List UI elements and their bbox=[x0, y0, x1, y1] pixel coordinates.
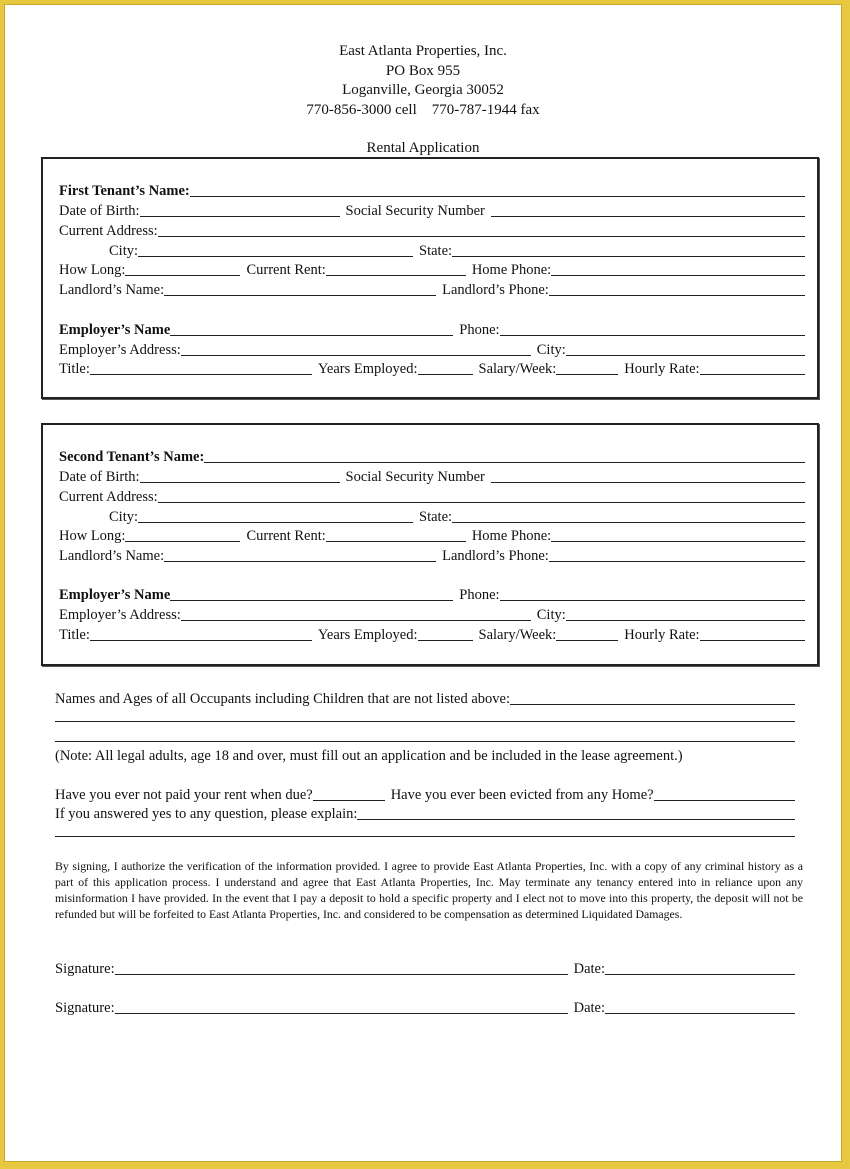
occupants-field[interactable] bbox=[510, 689, 795, 705]
landlord-phone-field[interactable] bbox=[549, 280, 805, 296]
landlord-name-label: Landlord’s Name: bbox=[59, 282, 165, 298]
explain-field[interactable] bbox=[357, 804, 795, 820]
current-address-field[interactable] bbox=[158, 487, 805, 503]
date-label: Date: bbox=[573, 961, 605, 977]
ssn-label: Social Security Number bbox=[345, 203, 485, 219]
years-employed-field[interactable] bbox=[418, 625, 473, 641]
home-phone-label: Home Phone: bbox=[471, 262, 552, 278]
first-tenant-name-field[interactable] bbox=[190, 181, 805, 197]
employer-city-field[interactable] bbox=[566, 605, 805, 621]
landlord-phone-field[interactable] bbox=[549, 546, 805, 562]
rent-unpaid-label: Have you ever not paid your rent when due? bbox=[55, 787, 313, 803]
city-field[interactable] bbox=[138, 241, 413, 257]
state-field[interactable] bbox=[452, 507, 805, 523]
title-label: Title: bbox=[59, 361, 90, 377]
landlord-name-label: Landlord’s Name: bbox=[59, 548, 165, 564]
signature-label: Signature: bbox=[55, 1000, 115, 1016]
employer-phone-field[interactable] bbox=[500, 320, 805, 336]
evicted-field[interactable] bbox=[654, 785, 795, 801]
date-field[interactable] bbox=[605, 998, 795, 1014]
employer-address-label: Employer’s Address: bbox=[59, 342, 181, 358]
dob-label: Date of Birth: bbox=[59, 203, 140, 219]
signature-row bbox=[55, 996, 795, 1016]
state-label: State: bbox=[419, 509, 453, 525]
employer-phone-label: Phone: bbox=[459, 587, 500, 603]
salary-week-field[interactable] bbox=[556, 625, 618, 641]
hourly-rate-field[interactable] bbox=[700, 359, 805, 375]
employer-city-label: City: bbox=[536, 342, 566, 358]
current-rent-label: Current Rent: bbox=[246, 262, 326, 278]
city-field[interactable] bbox=[138, 507, 413, 523]
signature-label: Signature: bbox=[55, 961, 115, 977]
date-field[interactable] bbox=[605, 959, 795, 975]
landlord-phone-label: Landlord’s Phone: bbox=[442, 548, 549, 564]
occupants-extra-line[interactable] bbox=[55, 741, 795, 742]
landlord-phone-label: Landlord’s Phone: bbox=[442, 282, 549, 298]
hourly-rate-label: Hourly Rate: bbox=[624, 361, 700, 377]
employer-address-field[interactable] bbox=[181, 340, 531, 356]
hourly-rate-label: Hourly Rate: bbox=[624, 627, 700, 643]
first-tenant-name-label: First Tenant’s Name: bbox=[59, 183, 190, 199]
signature-field[interactable] bbox=[115, 959, 568, 975]
state-label: State: bbox=[419, 243, 453, 259]
ssn-field[interactable] bbox=[491, 467, 805, 483]
how-long-field[interactable] bbox=[125, 526, 240, 542]
evicted-label: Have you ever been evicted from any Home? bbox=[390, 787, 654, 803]
salary-week-field[interactable] bbox=[556, 359, 618, 375]
how-long-field[interactable] bbox=[125, 260, 240, 276]
company-name: East Atlanta Properties, Inc. bbox=[339, 43, 507, 59]
employer-address-label: Employer’s Address: bbox=[59, 607, 181, 623]
ssn-field[interactable] bbox=[491, 201, 805, 217]
letterhead bbox=[5, 42, 841, 120]
title-field[interactable] bbox=[90, 625, 312, 641]
current-address-label: Current Address: bbox=[59, 223, 158, 239]
years-employed-label: Years Employed: bbox=[317, 361, 418, 377]
dob-label: Date of Birth: bbox=[59, 469, 140, 485]
second-tenant-name-field[interactable] bbox=[204, 447, 805, 463]
occupants-extra-line[interactable] bbox=[55, 721, 795, 722]
how-long-label: How Long: bbox=[59, 262, 126, 278]
current-address-field[interactable] bbox=[158, 221, 805, 237]
home-phone-label: Home Phone: bbox=[471, 528, 552, 544]
title-label: Title: bbox=[59, 627, 90, 643]
home-phone-field[interactable] bbox=[551, 526, 805, 542]
employer-city-label: City: bbox=[536, 607, 566, 623]
employer-phone-label: Phone: bbox=[459, 322, 500, 338]
explain-label: If you answered yes to any question, please explain: bbox=[55, 806, 358, 822]
po-box: PO Box 955 bbox=[385, 62, 461, 79]
city-state-zip: Loganville, Georgia 30052 bbox=[342, 82, 504, 98]
second-tenant-section bbox=[41, 423, 819, 666]
salary-week-label: Salary/Week: bbox=[478, 361, 557, 377]
current-rent-field[interactable] bbox=[326, 260, 466, 276]
landlord-name-field[interactable] bbox=[164, 280, 436, 296]
rent-unpaid-field[interactable] bbox=[313, 785, 385, 801]
city-label: City: bbox=[109, 509, 139, 525]
rent-eviction-row bbox=[55, 783, 795, 803]
years-employed-label: Years Employed: bbox=[317, 627, 418, 643]
landlord-name-field[interactable] bbox=[164, 546, 436, 562]
phone-numbers: 770-856-3000 cell 770-787-1944 fax bbox=[306, 101, 540, 118]
signature-row bbox=[55, 957, 795, 977]
dob-field[interactable] bbox=[140, 201, 340, 217]
current-rent-label: Current Rent: bbox=[246, 528, 326, 544]
home-phone-field[interactable] bbox=[551, 260, 805, 276]
explain-extra-line[interactable] bbox=[55, 836, 795, 837]
document-page bbox=[4, 4, 842, 1162]
employer-name-field[interactable] bbox=[170, 320, 453, 336]
explain-row bbox=[55, 802, 795, 822]
hourly-rate-field[interactable] bbox=[700, 625, 805, 641]
date-label: Date: bbox=[573, 1000, 605, 1016]
employer-name-label: Employer’s Name bbox=[59, 587, 171, 603]
city-label: City: bbox=[109, 243, 139, 259]
occupants-row bbox=[55, 687, 795, 707]
current-address-label: Current Address: bbox=[59, 489, 158, 505]
years-employed-field[interactable] bbox=[418, 359, 473, 375]
occupants-label: Names and Ages of all Occupants including Children that are not listed above: bbox=[55, 691, 511, 707]
form-title: Rental Application bbox=[366, 140, 480, 156]
adults-note: (Note: All legal adults, age 18 and over, must fill out an application and be included in the lease agreement.) bbox=[55, 748, 683, 764]
salary-week-label: Salary/Week: bbox=[478, 627, 557, 643]
employer-phone-field[interactable] bbox=[500, 585, 805, 601]
dob-field[interactable] bbox=[140, 467, 340, 483]
employer-name-label: Employer’s Name bbox=[59, 322, 171, 338]
ssn-label: Social Security Number bbox=[345, 469, 485, 485]
employer-name-field[interactable] bbox=[170, 585, 453, 601]
how-long-label: How Long: bbox=[59, 528, 126, 544]
first-tenant-section bbox=[41, 157, 819, 399]
state-field[interactable] bbox=[452, 241, 805, 257]
authorization-text: By signing, I authorize the verification of the information provided. I agree to provide East Atlanta Properties, Inc. with a copy of any criminal history as a part of this application process. I understand and agree that East Atlanta Properties, Inc. May terminate any tenancy entered into in reliance upon any misinformation I have provided. In the event that I pay a deposit to hold a specific property and I elect not to move into this property, the deposit will not be refunded but will be forfeited to East Atlanta Properties, Inc. and considered to be compensation as determined Liquidated Damages. bbox=[55, 859, 803, 921]
second-tenant-name-label: Second Tenant’s Name: bbox=[59, 449, 205, 465]
employer-address-field[interactable] bbox=[181, 605, 531, 621]
signature-field[interactable] bbox=[115, 998, 568, 1014]
title-field[interactable] bbox=[90, 359, 312, 375]
employer-city-field[interactable] bbox=[566, 340, 805, 356]
current-rent-field[interactable] bbox=[326, 526, 466, 542]
